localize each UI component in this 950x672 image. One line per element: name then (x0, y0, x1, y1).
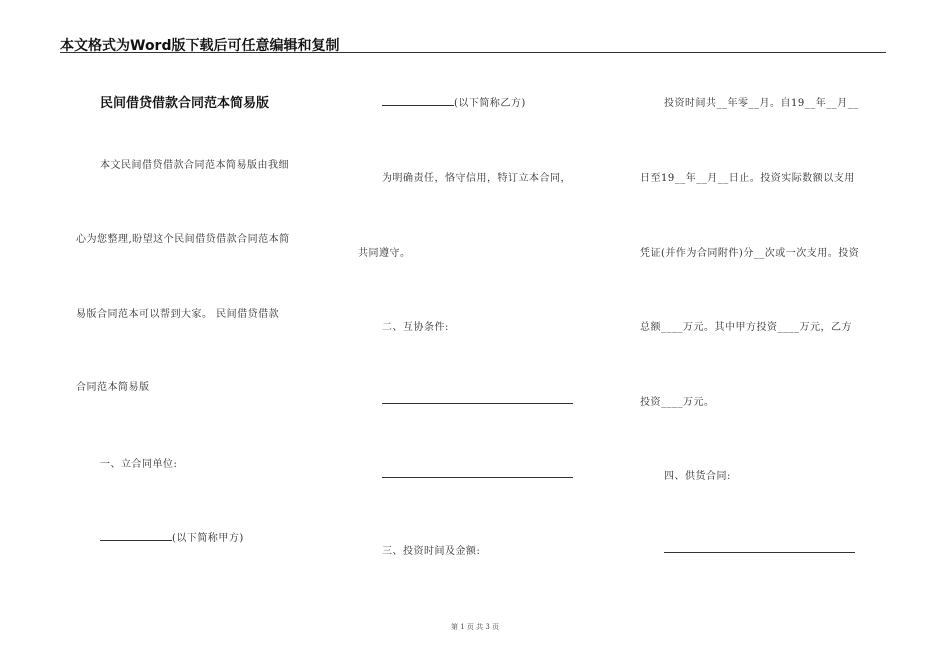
party-b-blank (382, 95, 454, 106)
col2-line-1: 为明确责任，恪守信用，特订立本合同， (382, 173, 571, 184)
col1-line-1: 本文民间借贷借款合同范本简易版由我细 (100, 160, 289, 171)
col3-line-3: 凭证(并作为合同附件)分__次或一次支用。投资 (640, 248, 860, 259)
page-number-footer: 第 1 页 共 3 页 (450, 623, 500, 631)
col3-line-2: 日至19__年__月__日止。投资实际数额以支用 (640, 173, 855, 184)
party-a-blank (100, 530, 172, 541)
party-b-suffix: (以下简称乙方) (454, 98, 526, 109)
header-divider (60, 52, 886, 53)
col2-line-2: 共同遵守。 (358, 248, 411, 259)
party-a-line (100, 529, 244, 544)
blank-line-terms-1 (382, 403, 573, 404)
document-title: 民间借贷借款合同范本简易版 (100, 96, 270, 111)
section-heading-2: 二、互协条件: (382, 322, 449, 333)
blank-line-terms-2 (382, 477, 573, 478)
party-b-line (382, 94, 526, 109)
section-heading-3: 三、投资时间及金额: (382, 546, 481, 557)
col3-line-5: 投资____万元。 (640, 397, 715, 408)
party-a-suffix: (以下简称甲方) (172, 533, 244, 544)
col3-line-4: 总额____万元。其中甲方投资____万元，乙方 (640, 322, 852, 333)
col1-line-3: 易版合同范本可以帮到大家。 民间借贷借款 (76, 309, 280, 320)
col1-line-4: 合同范本简易版 (76, 382, 150, 393)
col1-line-2: 心为您整理,盼望这个民间借贷借款合同范本简 (76, 234, 290, 245)
header-title: 本文格式为Word版下载后可任意编辑和复制 (60, 38, 340, 54)
section-heading-4: 四、供货合同: (664, 471, 731, 482)
col3-line-1: 投资时间共__年零__月。自19__年__月__ (664, 98, 859, 109)
section-heading-1: 一、立合同单位: (100, 459, 178, 470)
blank-line-supply (664, 552, 855, 553)
